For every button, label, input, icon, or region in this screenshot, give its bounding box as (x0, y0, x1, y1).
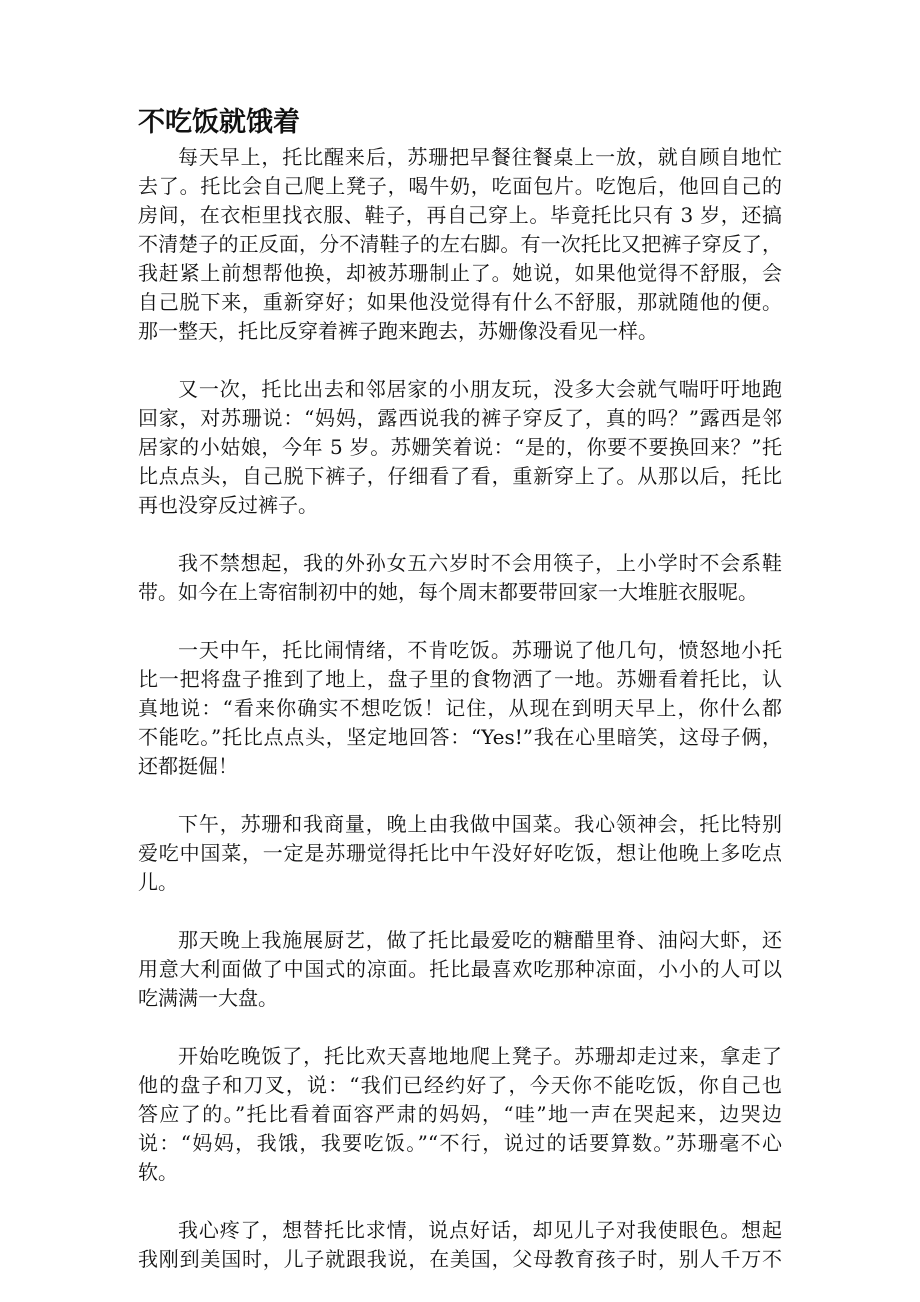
text-line: 房间，在衣柜里找衣服、鞋子，再自己穿上。毕竟托比只有 3 岁，还搞 (138, 203, 782, 227)
text-line: 我赶紧上前想帮他换，却被苏珊制止了。她说，如果他觉得不舒服，会 (138, 261, 782, 285)
text-line: 一天中午，托比闹情绪，不肯吃饭。苏珊说了他几句，愤怒地小托 (178, 638, 782, 662)
text-line: 用意大利面做了中国式的凉面。托比最喜欢吃那种凉面，小小的人可以 (138, 957, 782, 981)
text-line: 带。如今在上寄宿制初中的她，每个周末都要带回家一大堆脏衣服呢。 (138, 580, 758, 604)
text-line: 不能吃。”托比点点头，坚定地回答：“Yes!”我在心里暗笑，这母子俩， (138, 725, 782, 749)
text-line: 居家的小姑娘，今年 5 岁。苏姗笑着说：“是的，你要不要换回来？”托 (138, 435, 782, 459)
text-line: 比点点头，自己脱下裤子，仔细看了看，重新穿上了。从那以后，托比 (138, 464, 782, 488)
text-line: 我刚到美国时，儿子就跟我说，在美国，父母教育孩子时，别人千万不 (138, 1247, 782, 1271)
text-line: 还都挺倔！ (138, 754, 238, 778)
article-title: 不吃饭就饿着 (138, 107, 300, 138)
text-line: 我不禁想起，我的外孙女五六岁时不会用筷子，上小学时不会系鞋 (178, 551, 782, 575)
paragraph (138, 375, 782, 520)
text-line: 爱吃中国菜，一定是苏珊觉得托比中午没好好吃饭，想让他晚上多吃点 (138, 841, 782, 865)
text-line: 回家，对苏珊说：“妈妈，露西说我的裤子穿反了，真的吗？”露西是邻 (138, 406, 782, 430)
text-line: 那一整天，托比反穿着裤子跑来跑去，苏姗像没看见一样。 (138, 319, 658, 343)
text-line: 那天晚上我施展厨艺，做了托比最爱吃的糖醋里脊、油闷大虾，还 (178, 928, 782, 952)
text-line: 开始吃晚饭了，托比欢天喜地地爬上凳子。苏珊却走过来，拿走了 (178, 1044, 782, 1068)
paragraph (138, 1042, 782, 1187)
paragraph (138, 926, 782, 1013)
paragraph (138, 549, 782, 607)
paragraph (138, 1216, 782, 1274)
paragraph (138, 143, 782, 346)
text-line: 不清楚子的正反面，分不清鞋子的左右脚。有一次托比又把裤子穿反了， (138, 232, 782, 256)
text-line: 软。 (138, 1160, 178, 1184)
text-line: 他的盘子和刀叉，说：“我们已经约好了，今天你不能吃饭，你自己也 (138, 1073, 782, 1097)
text-line: 下午，苏珊和我商量，晚上由我做中国菜。我心领神会，托比特别 (178, 812, 782, 836)
text-line: 儿。 (138, 870, 178, 894)
text-line: 真地说：“看来你确实不想吃饭！记住，从现在到明天早上，你什么都 (138, 696, 782, 720)
text-line: 吃满满一大盘。 (138, 986, 278, 1010)
text-line: 每天早上，托比醒来后，苏珊把早餐往餐桌上一放，就自顾自地忙 (178, 145, 782, 169)
text-line: 再也没穿反过裤子。 (138, 493, 318, 517)
text-line: 去了。托比会自己爬上凳子，喝牛奶，吃面包片。吃饱后，他回自己的 (138, 174, 782, 198)
text-line: 又一次，托比出去和邻居家的小朋友玩，没多大会就气喘吁吁地跑 (178, 377, 782, 401)
article-body (138, 143, 782, 1302)
text-line: 我心疼了，想替托比求情，说点好话，却见儿子对我使眼色。想起 (178, 1218, 782, 1242)
paragraph (138, 636, 782, 781)
text-line: 说：“妈妈，我饿，我要吃饭。”“不行，说过的话要算数。”苏珊毫不心 (138, 1131, 782, 1155)
text-line: 答应了的。”托比看着面容严肃的妈妈，“哇”地一声在哭起来，边哭边 (138, 1102, 782, 1126)
paragraph (138, 810, 782, 897)
text-line: 比一把将盘子推到了地上，盘子里的食物洒了一地。苏姗看着托比，认 (138, 667, 782, 691)
text-line: 自己脱下来，重新穿好；如果他没觉得有什么不舒服，那就随他的便。 (138, 290, 782, 314)
